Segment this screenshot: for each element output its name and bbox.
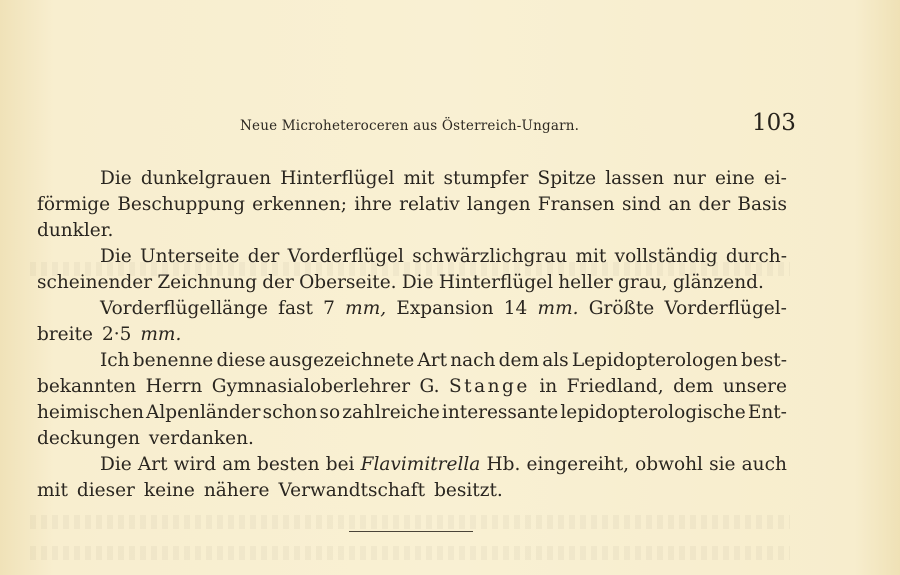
word: eine bbox=[714, 168, 755, 189]
word: der bbox=[247, 246, 280, 267]
word: Alpenländer bbox=[145, 402, 261, 423]
word: G. bbox=[419, 376, 440, 397]
word: mm, bbox=[345, 298, 387, 319]
word: so bbox=[319, 402, 341, 423]
word: durch- bbox=[725, 246, 787, 267]
word: 2·5 bbox=[101, 324, 132, 345]
word: Die bbox=[401, 272, 434, 293]
word: Gymnasialoberlehrer bbox=[211, 376, 411, 397]
word: Vorderflügel- bbox=[664, 298, 787, 319]
word: Basis bbox=[737, 194, 787, 215]
text-line bbox=[37, 192, 787, 218]
word: Art bbox=[137, 454, 168, 475]
text-line bbox=[37, 374, 787, 400]
page-number: 103 bbox=[752, 110, 796, 136]
word: Unterseite bbox=[139, 246, 240, 267]
word: nähere bbox=[203, 480, 270, 501]
word: heimischen bbox=[37, 402, 144, 423]
word: in bbox=[539, 376, 558, 397]
word: diese bbox=[216, 350, 266, 371]
word: eingereiht, bbox=[526, 454, 630, 475]
word: schon bbox=[262, 402, 318, 423]
word: interessante bbox=[441, 402, 559, 423]
word: lassen bbox=[605, 168, 665, 189]
word: mit bbox=[403, 168, 435, 189]
word: langen bbox=[466, 194, 531, 215]
word: Hinterflügel bbox=[280, 168, 395, 189]
word: zahlreiche bbox=[342, 402, 440, 423]
word: Die bbox=[100, 454, 132, 475]
word: heller bbox=[558, 272, 613, 293]
text-line bbox=[37, 218, 787, 244]
text-line bbox=[100, 348, 787, 374]
word: Oberseite. bbox=[299, 272, 397, 293]
word: mm. bbox=[140, 324, 182, 345]
word: breite bbox=[37, 324, 93, 345]
word: dunkler. bbox=[37, 220, 114, 241]
word: Stange bbox=[449, 376, 530, 397]
word: mm. bbox=[537, 298, 579, 319]
text-line bbox=[37, 322, 787, 348]
word: Vorderflügel bbox=[287, 246, 404, 267]
word: stumpfer bbox=[443, 168, 529, 189]
word: Fransen bbox=[537, 194, 615, 215]
word: Spitze bbox=[537, 168, 597, 189]
word: Lepidopterologen bbox=[571, 350, 738, 371]
word: dieser bbox=[76, 480, 135, 501]
word: relativ bbox=[399, 194, 460, 215]
text-line bbox=[100, 452, 787, 478]
word: Expansion bbox=[396, 298, 494, 319]
word: nach bbox=[450, 350, 496, 371]
word: bekannten bbox=[37, 376, 137, 397]
word: Herrn bbox=[145, 376, 203, 397]
word: ausgezeichnete bbox=[268, 350, 415, 371]
word: Verwandtschaft bbox=[278, 480, 426, 501]
word: sind bbox=[621, 194, 662, 215]
word: nur bbox=[673, 168, 706, 189]
bleed-through-texture bbox=[30, 515, 790, 529]
word: Flavimitrella bbox=[360, 454, 481, 475]
word: benenne bbox=[132, 350, 214, 371]
word: unsere bbox=[722, 376, 787, 397]
word: schwärzlichgrau bbox=[412, 246, 568, 267]
word: Hinterflügel bbox=[438, 272, 553, 293]
word: Ich bbox=[100, 350, 130, 371]
word: obwohl bbox=[635, 454, 703, 475]
word: ihre bbox=[354, 194, 392, 215]
word: besten bbox=[257, 454, 320, 475]
text-line bbox=[37, 270, 764, 296]
word: 14 bbox=[503, 298, 528, 319]
word: lepidopterologische bbox=[560, 402, 746, 423]
word: erkennen; bbox=[252, 194, 348, 215]
running-title: Neue Microheteroceren aus Österreich-Ungarn. bbox=[240, 118, 580, 134]
word: Vorderflügellänge bbox=[100, 298, 268, 319]
text-line bbox=[100, 244, 787, 270]
text-line bbox=[37, 426, 787, 452]
word: förmige bbox=[37, 194, 111, 215]
section-rule bbox=[349, 531, 473, 532]
word: Die bbox=[100, 246, 132, 267]
word: dem bbox=[673, 376, 714, 397]
word: am bbox=[222, 454, 251, 475]
word: 7 bbox=[323, 298, 335, 319]
bleed-through-texture bbox=[30, 546, 790, 560]
word: Beschuppung bbox=[117, 194, 245, 215]
word: Art bbox=[417, 350, 448, 371]
text-line bbox=[37, 400, 787, 426]
word: sie bbox=[709, 454, 736, 475]
text-line bbox=[100, 166, 787, 192]
word: deckungen bbox=[37, 428, 140, 449]
word: scheinender bbox=[37, 272, 153, 293]
word: Friedland, bbox=[566, 376, 664, 397]
word: mit bbox=[37, 480, 68, 501]
word: bei bbox=[325, 454, 355, 475]
word: verdanken. bbox=[148, 428, 254, 449]
word: auch bbox=[741, 454, 787, 475]
word: Zeichnung bbox=[157, 272, 257, 293]
word: ei- bbox=[763, 168, 787, 189]
word: der bbox=[262, 272, 294, 293]
word: glänzend. bbox=[672, 272, 764, 293]
word: besitzt. bbox=[434, 480, 503, 501]
word: fast bbox=[278, 298, 313, 319]
word: an bbox=[668, 194, 692, 215]
word: Die bbox=[100, 168, 132, 189]
word: grau, bbox=[618, 272, 668, 293]
word: mit bbox=[575, 246, 607, 267]
word: als bbox=[542, 350, 569, 371]
text-line bbox=[100, 296, 787, 322]
word: Ent- bbox=[747, 402, 787, 423]
word: vollständig bbox=[614, 246, 718, 267]
running-head bbox=[0, 112, 900, 140]
word: keine bbox=[143, 480, 195, 501]
word: wird bbox=[173, 454, 217, 475]
word: best- bbox=[741, 350, 787, 371]
word: der bbox=[698, 194, 731, 215]
word: Hb. bbox=[486, 454, 521, 475]
word: Größte bbox=[588, 298, 655, 319]
text-line bbox=[37, 478, 787, 504]
word: dem bbox=[498, 350, 539, 371]
word: dunkelgrauen bbox=[140, 168, 272, 189]
